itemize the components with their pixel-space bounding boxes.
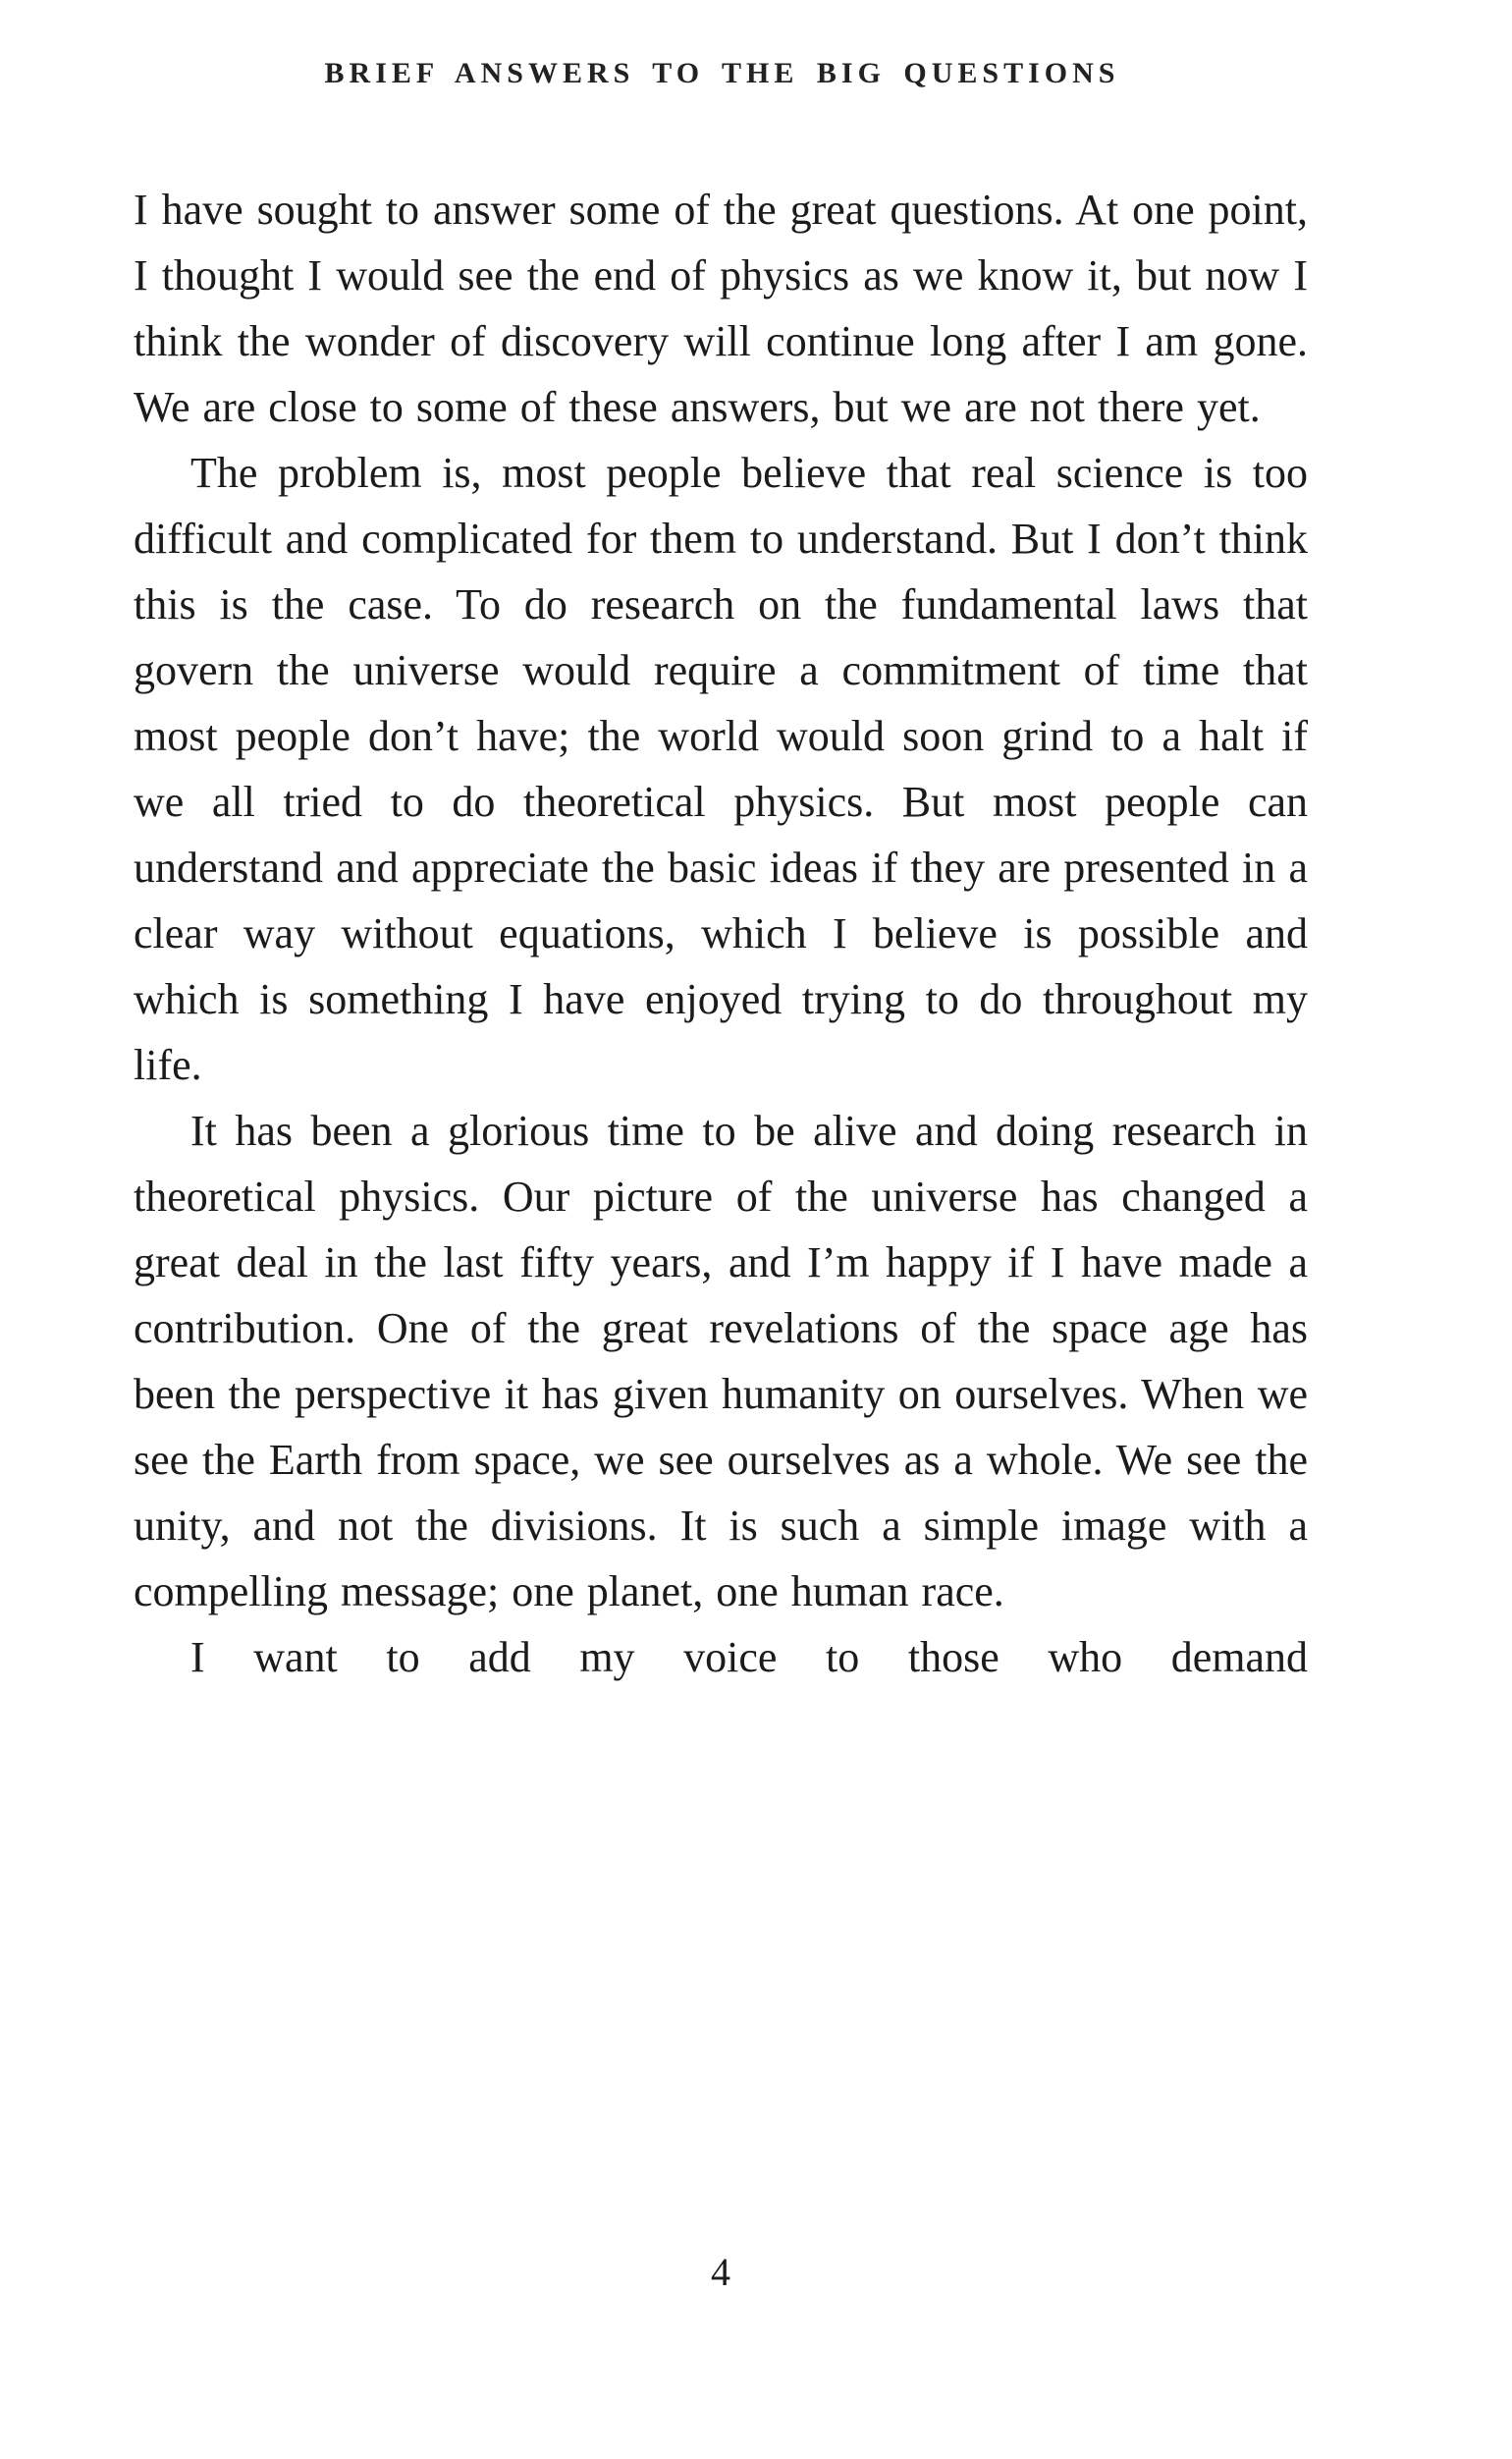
body-text	[134, 177, 1308, 1690]
paragraph: The problem is, most people believe that real science is too difficult and complicated for them to understand. But I don’t think this is the case. To do research on the fundamental laws that govern the universe would require a commitment of time that most people don’t have; the world would soon grind to a halt if we all tried to do theoretical physics. But most people can understand and appreciate the basic ideas if they are presented in a clear way without equations, which I believe is possible and which is something I have enjoyed trying to do throughout my life.	[134, 449, 1308, 1089]
paragraph: I have sought to answer some of the great questions. At one point, I thought I would see the end of physics as we know it, but now I think the wonder of discovery will continue long after I am gone. We are close to some of these answers, but we are not there yet.	[134, 186, 1308, 431]
running-header: BRIEF ANSWERS TO THE BIG QUESTIONS	[324, 57, 1120, 89]
paragraph: I want to add my voice to those who demand	[190, 1633, 1308, 1681]
paragraph: It has been a glorious time to be alive and doing research in theoretical physics. Our picture of the universe has changed a great deal in the last fifty years, and I’m happy if I have made a contribution. One of the great revelations of the space age has been the perspective it has given humanity on ourselves. When we see the Earth from space, we see ourselves as a whole. We see the unity, and not the divisions. It is such a simple image with a compelling message; one planet, one human race.	[134, 1107, 1308, 1615]
page-number: 4	[711, 2250, 730, 2294]
